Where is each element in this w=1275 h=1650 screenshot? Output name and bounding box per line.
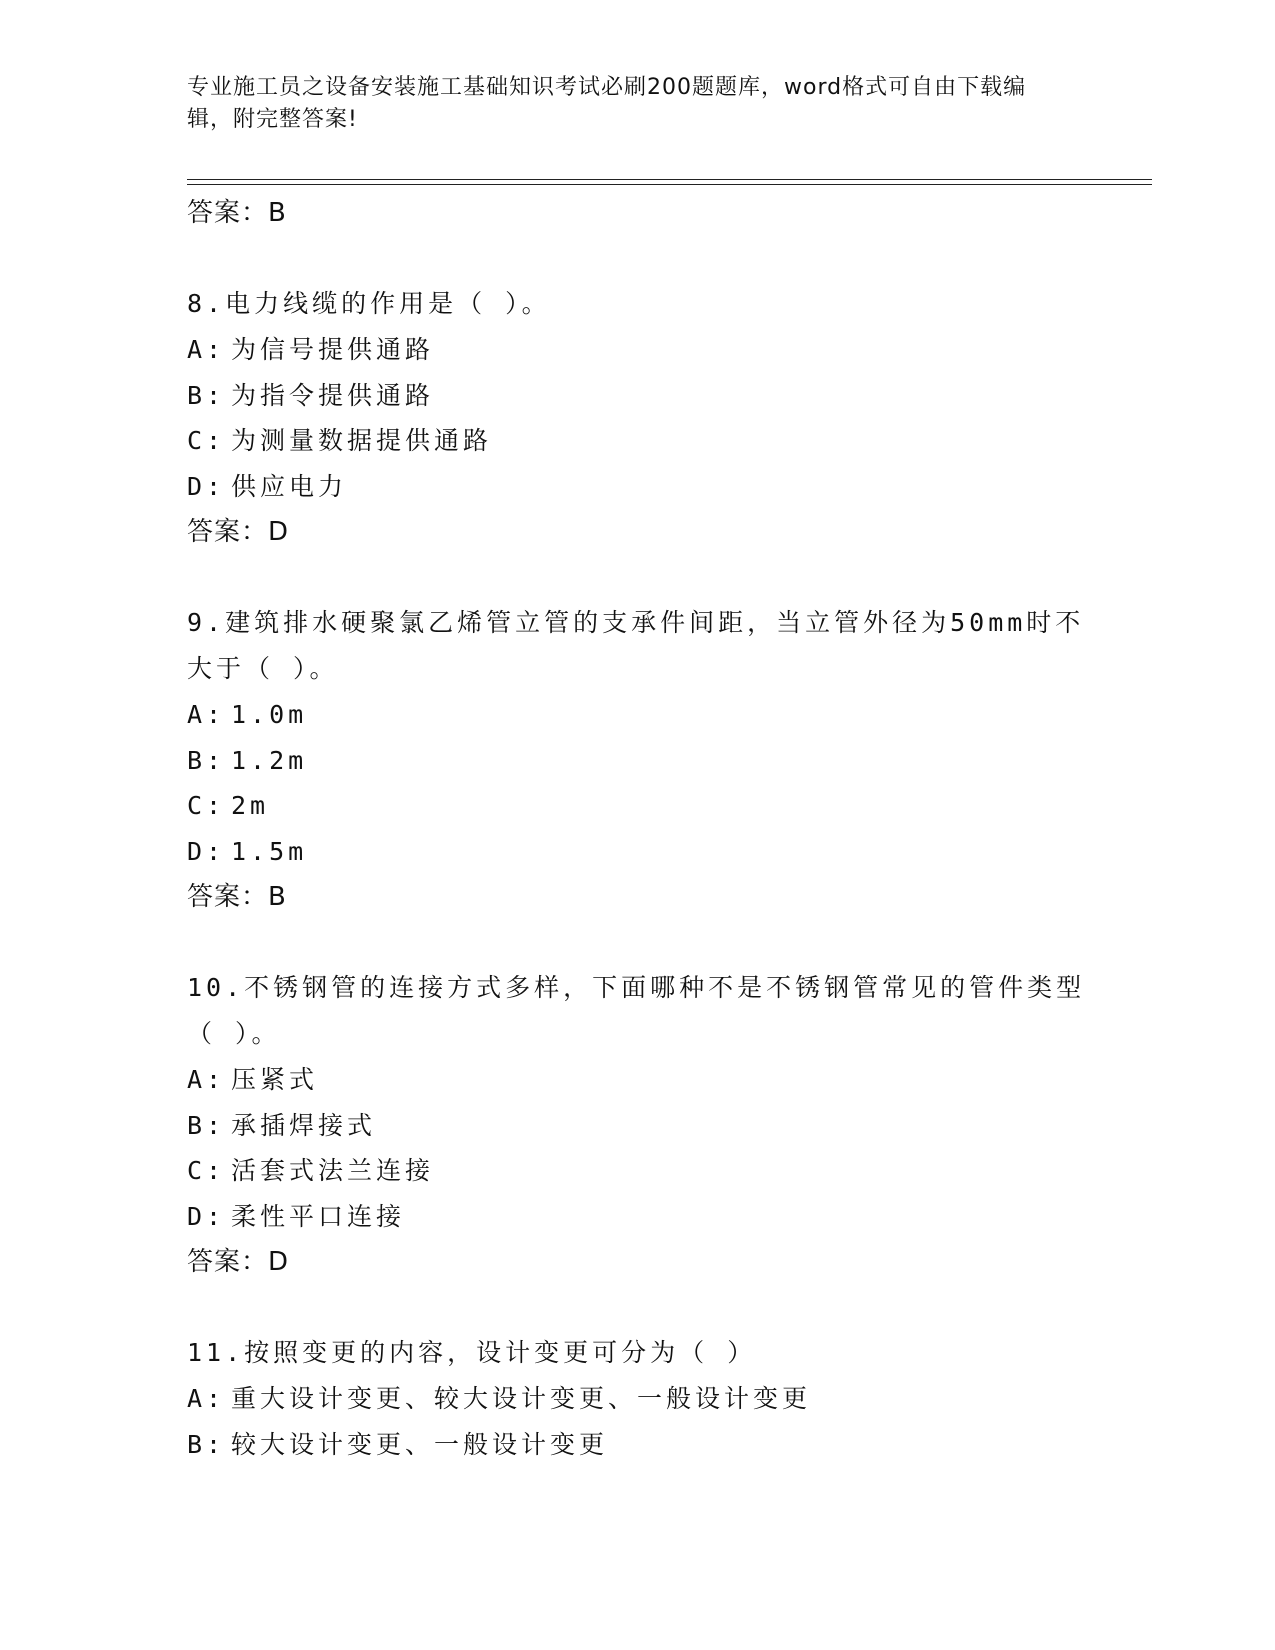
question-answer: 答案：D — [187, 1247, 290, 1277]
option-c — [187, 418, 1087, 464]
option-text: 压紧式 — [231, 1065, 319, 1094]
option-text: 1.2m — [231, 745, 308, 775]
question-stem: 10.不锈钢管的连接方式多样，下面哪种不是不锈钢管常见的管件类型（ ）。 — [187, 973, 1086, 1048]
question-stem: 8.电力线缆的作用是（ ）。 — [187, 289, 551, 318]
question-9 — [187, 600, 1087, 920]
option-key: D: — [187, 471, 226, 501]
question-8 — [187, 281, 1087, 555]
spacer — [187, 920, 1087, 965]
option-c — [187, 783, 1087, 829]
option-b — [187, 1103, 1087, 1149]
option-a — [187, 1057, 1087, 1103]
option-d — [187, 1194, 1087, 1240]
option-d — [187, 464, 1087, 510]
option-key: B: — [187, 745, 226, 775]
spacer — [187, 1285, 1087, 1330]
option-b — [187, 373, 1087, 419]
option-text: 重大设计变更、较大设计变更、一般设计变更 — [231, 1384, 812, 1413]
option-key: D: — [187, 1201, 226, 1231]
header-rule-bottom — [187, 184, 1152, 185]
question-answer: 答案：B — [187, 882, 287, 912]
option-a — [187, 327, 1087, 373]
option-b — [187, 1422, 1087, 1468]
spacer — [187, 555, 1087, 600]
option-key: A: — [187, 1065, 226, 1094]
option-key: A: — [187, 700, 226, 729]
option-text: 为信号提供通路 — [231, 335, 435, 364]
option-key: A: — [187, 335, 226, 364]
option-key: C: — [187, 426, 226, 455]
question-stem: 9.建筑排水硬聚氯乙烯管立管的支承件间距，当立管外径为50mm时不大于（ ）。 — [187, 608, 1085, 683]
question-10 — [187, 965, 1087, 1285]
previous-question-answer: 答案：B — [187, 198, 287, 228]
option-c — [187, 1148, 1087, 1194]
document-header: 专业施工员之设备安装施工基础知识考试必刷200题题库，word格式可自由下载编辑，附完整答案! — [187, 75, 1027, 132]
option-text: 1.0m — [231, 700, 308, 729]
option-text: 供应电力 — [231, 471, 348, 501]
option-text: 为指令提供通路 — [231, 380, 435, 410]
option-key: B: — [187, 380, 226, 410]
option-text: 较大设计变更、一般设计变更 — [231, 1429, 609, 1459]
option-text: 为测量数据提供通路 — [231, 426, 493, 455]
option-text: 承插焊接式 — [231, 1110, 377, 1140]
option-a — [187, 692, 1087, 738]
option-key: B: — [187, 1429, 226, 1459]
option-d — [187, 829, 1087, 875]
option-text: 活套式法兰连接 — [231, 1156, 435, 1185]
option-key: B: — [187, 1110, 226, 1140]
option-key: A: — [187, 1384, 226, 1413]
question-11 — [187, 1330, 1087, 1467]
option-text: 2m — [231, 791, 270, 820]
header-rule-top — [187, 179, 1152, 180]
option-key: C: — [187, 1156, 226, 1185]
question-list — [187, 188, 1087, 1467]
option-b — [187, 738, 1087, 784]
question-stem: 11.按照变更的内容，设计变更可分为（ ） — [187, 1338, 757, 1367]
option-text: 1.5m — [231, 836, 308, 866]
option-key: D: — [187, 836, 226, 866]
option-key: C: — [187, 791, 226, 820]
option-text: 柔性平口连接 — [231, 1201, 406, 1231]
option-a — [187, 1376, 1087, 1422]
question-answer: 答案：D — [187, 517, 290, 547]
spacer — [187, 236, 1087, 281]
